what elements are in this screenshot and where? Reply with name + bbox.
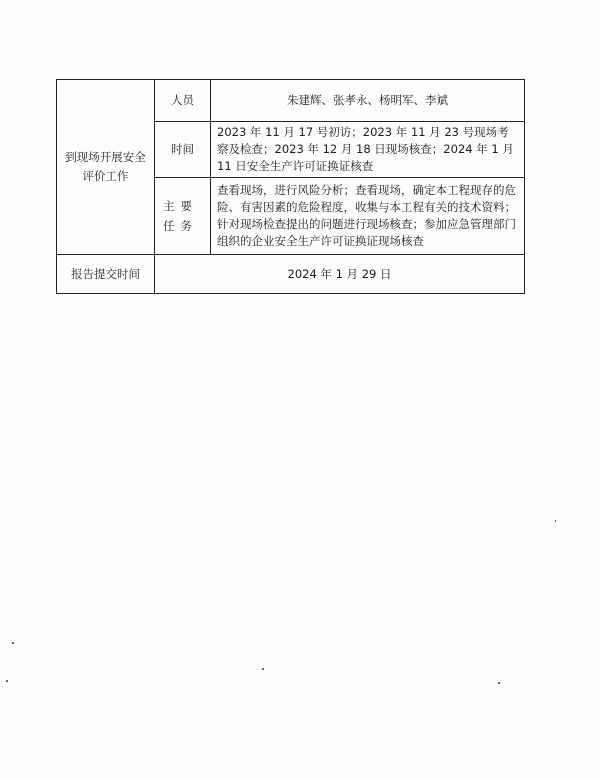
label-main-tasks: 主要任务 (155, 178, 211, 255)
scan-speck (498, 682, 500, 684)
label-personnel: 人员 (155, 80, 211, 122)
section-label-onsite-evaluation: 到现场开展安全评价工作 (57, 80, 155, 255)
value-report-submit-time: 2024 年 1 月 29 日 (155, 255, 525, 294)
value-personnel: 朱建辉、张孝永、杨明军、李斌 (211, 80, 525, 122)
scan-speck (6, 680, 8, 682)
evaluation-info-table (56, 79, 525, 294)
scan-speck (555, 520, 556, 522)
value-main-tasks: 查看现场，进行风险分析；查看现场，确定本工程现存的危险、有害因素的危险程度，收集与本工程有关的技术资料；针对现场检查提出的问题进行现场核查；参加应急管理部门组织的企业安全生产许可证换证现场核查 (211, 178, 525, 255)
table-row-report-submit (57, 255, 525, 294)
value-time: 2023 年 11 月 17 号初访；2023 年 11 月 23 号现场考察及检查；2023 年 12 月 18 日现场核查；2024 年 1 月 11 日安全生产许可证换证核查 (211, 122, 525, 178)
scan-speck (262, 668, 264, 670)
scan-speck (12, 642, 14, 644)
label-report-submit-time: 报告提交时间 (57, 255, 155, 294)
label-time: 时间 (155, 122, 211, 178)
table-row-personnel (57, 80, 525, 122)
